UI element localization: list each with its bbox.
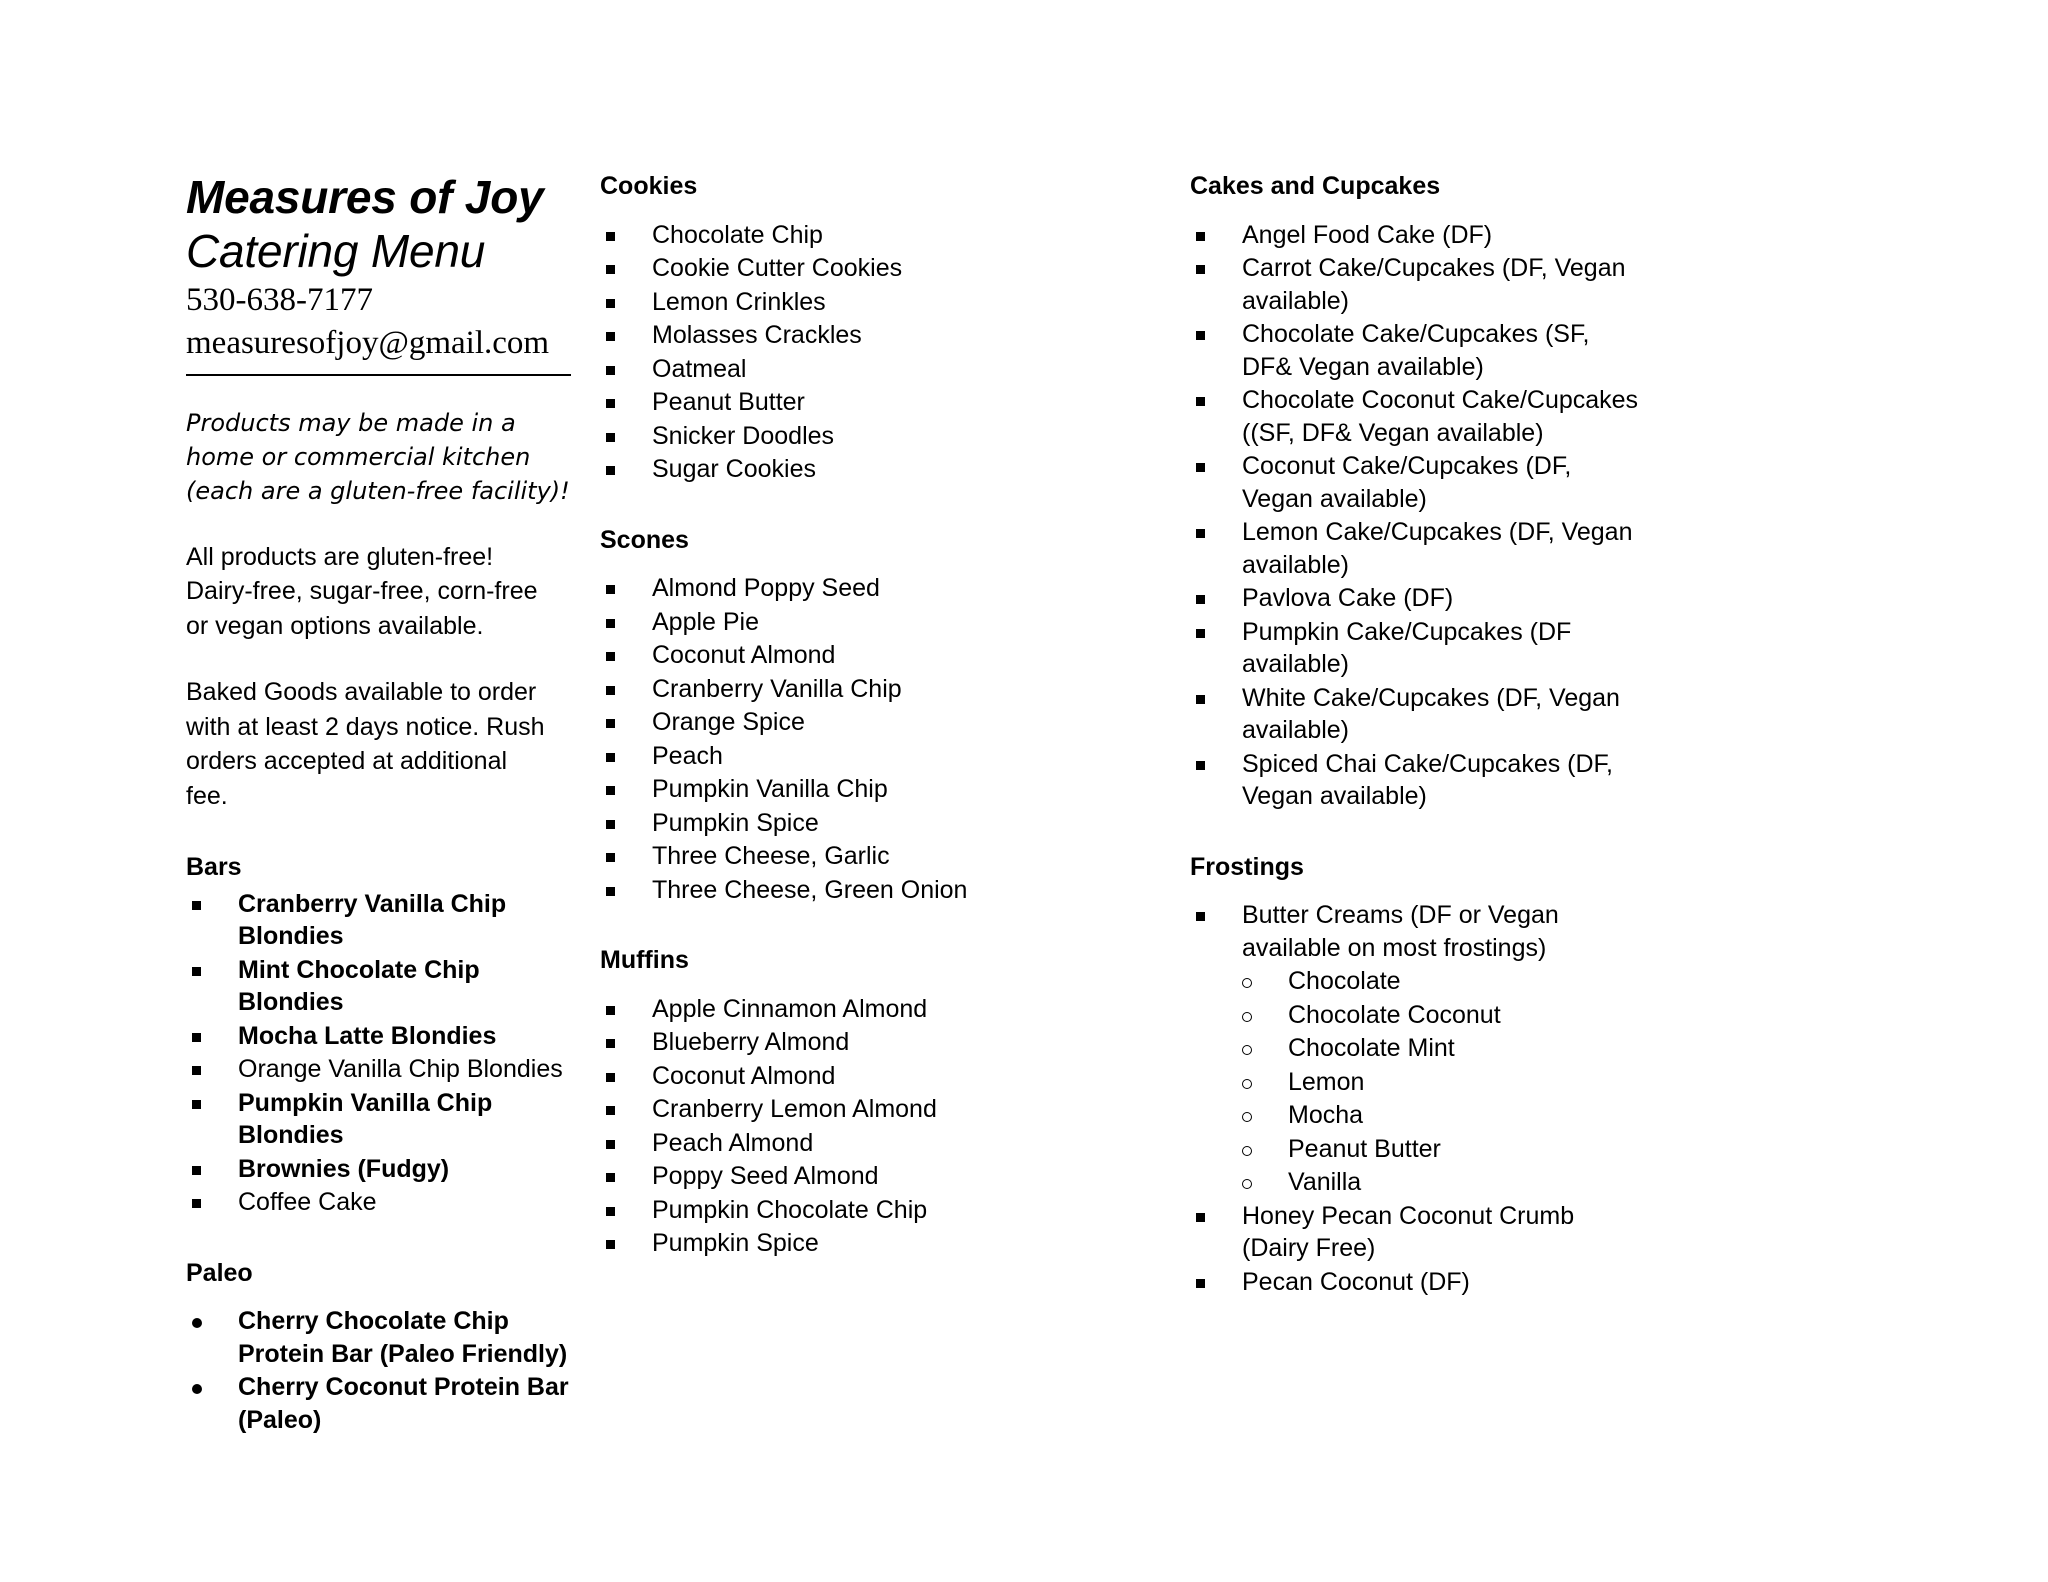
list-item [186, 1186, 580, 1219]
list-item [1236, 1166, 1688, 1199]
item-label: Lemon Cake/Cupcakes (DF, Vegan available) [1242, 518, 1633, 579]
list-item [600, 639, 1032, 672]
list-item [600, 420, 1032, 453]
square-bullet-icon [192, 888, 201, 910]
square-bullet-icon [192, 1186, 201, 1208]
item-label: Carrot Cake/Cupcakes (DF, Vegan available) [1242, 254, 1626, 315]
item-label: Honey Pecan Coconut Crumb (Dairy Free) [1242, 1201, 1575, 1262]
item-label: Poppy Seed Almond [652, 1162, 879, 1190]
square-bullet-icon [606, 840, 615, 862]
square-bullet-icon [606, 773, 615, 795]
section-heading-muffins: Muffins [600, 946, 689, 974]
square-bullet-icon [606, 319, 615, 341]
item-label: Coconut Almond [652, 1061, 836, 1090]
item-label: Blueberry Almond [652, 1028, 850, 1056]
list-item [1236, 1133, 1688, 1166]
column-left [0, 170, 600, 1437]
bars-list [186, 888, 580, 1219]
item-label: Pumpkin Vanilla Chip Blondies [238, 1088, 493, 1150]
item-label: Pumpkin Spice [652, 1229, 819, 1257]
item-label: Peach Almond [652, 1128, 814, 1157]
list-item [600, 1127, 1032, 1160]
circle-bullet-icon [1242, 1166, 1252, 1189]
item-label: Spiced Chai Cake/Cupcakes (DF, Vegan available) [1242, 749, 1613, 810]
item-label: Pumpkin Vanilla Chip [652, 775, 888, 803]
list-item [600, 706, 1032, 739]
list-item [186, 1020, 580, 1053]
item-label: Chocolate Coconut Cake/Cupcakes ((SF, DF& Vegan available) [1242, 386, 1639, 447]
list-item [600, 1227, 1032, 1260]
square-bullet-icon [1196, 384, 1205, 406]
item-label: Pumpkin Cake/Cupcakes (DF available) [1242, 617, 1572, 678]
square-bullet-icon [606, 1127, 615, 1149]
square-bullet-icon [606, 1227, 615, 1249]
item-label: Vanilla [1288, 1168, 1362, 1196]
list-item [1190, 450, 1642, 515]
square-bullet-icon [606, 740, 615, 762]
item-label: Lemon Crinkles [652, 287, 826, 316]
masthead [186, 170, 580, 376]
list-item [1190, 384, 1642, 449]
item-label: Brownies (Fudgy) [238, 1154, 450, 1183]
list-item [1190, 616, 1642, 681]
item-label: Pavlova Cake (DF) [1242, 584, 1454, 612]
kitchen-disclaimer: Products may be made in a home or commercial kitchen (each are a gluten-free facility)! [186, 408, 570, 505]
list-item [600, 874, 1032, 907]
item-label: Pumpkin Spice [652, 808, 819, 837]
square-bullet-icon [606, 706, 615, 728]
circle-bullet-icon [1242, 1066, 1252, 1089]
item-label: Mocha [1288, 1101, 1364, 1129]
square-bullet-icon [606, 1194, 615, 1216]
cakes-list [1190, 219, 1810, 813]
list-item [1236, 1066, 1688, 1099]
section-heading-paleo: Paleo [186, 1258, 253, 1287]
list-item [600, 740, 1032, 773]
item-label: Lemon [1288, 1067, 1365, 1096]
butter-cream-flavors-list [1190, 965, 1810, 1199]
list-item [186, 888, 580, 953]
item-label: Cranberry Vanilla Chip Blondies [238, 889, 507, 951]
list-item [600, 1093, 1032, 1126]
column-middle [600, 170, 1190, 1261]
square-bullet-icon [606, 453, 615, 475]
list-item [600, 673, 1032, 706]
list-item [600, 773, 1032, 806]
square-bullet-icon [606, 993, 615, 1015]
square-bullet-icon [1196, 1200, 1205, 1222]
square-bullet-icon [1196, 516, 1205, 538]
item-label: Snicker Doodles [652, 421, 835, 450]
item-label: White Cake/Cupcakes (DF, Vegan available) [1242, 683, 1620, 744]
item-label: Apple Pie [652, 607, 760, 636]
list-item [1190, 1266, 1642, 1299]
square-bullet-icon [606, 807, 615, 829]
list-item [600, 252, 1032, 285]
section-heading-frostings: Frostings [1190, 852, 1304, 881]
phone-number: 530-638-7177 [186, 281, 373, 318]
list-item [1190, 1200, 1642, 1265]
list-item [1190, 748, 1642, 813]
section-heading-cakes: Cakes and Cupcakes [1190, 172, 1441, 200]
list-item [1190, 318, 1642, 383]
item-label: Cookie Cutter Cookies [652, 254, 903, 282]
business-name: Measures of Joy [186, 171, 544, 223]
list-item [1236, 965, 1688, 998]
item-label: Mint Chocolate Chip Blondies [238, 955, 480, 1017]
item-label: Peanut Butter [1288, 1134, 1441, 1163]
circle-bullet-icon [1242, 1032, 1252, 1055]
square-bullet-icon [606, 1060, 615, 1082]
list-item [1190, 582, 1642, 615]
item-label: Sugar Cookies [652, 455, 816, 483]
list-item [600, 1060, 1032, 1093]
item-label: Coffee Cake [238, 1188, 377, 1217]
list-item [600, 807, 1032, 840]
square-bullet-icon [1196, 252, 1205, 274]
item-label: Cherry Coconut Protein Bar (Paleo) [238, 1373, 569, 1434]
scones-list [600, 572, 1180, 906]
item-label: Orange Spice [652, 708, 805, 736]
list-item [186, 1053, 580, 1086]
item-label: Three Cheese, Green Onion [652, 875, 968, 904]
list-item [600, 386, 1032, 419]
list-item [600, 319, 1032, 352]
square-bullet-icon [192, 1153, 201, 1175]
square-bullet-icon [606, 420, 615, 442]
round-bullet-icon [192, 1305, 202, 1328]
square-bullet-icon [606, 639, 615, 661]
list-item [600, 286, 1032, 319]
square-bullet-icon [1196, 616, 1205, 638]
ordering-note: Baked Goods available to order with at least 2 days notice. Rush orders accepted at additional fee. [186, 678, 545, 810]
list-item [186, 1305, 580, 1370]
circle-bullet-icon [1242, 1099, 1252, 1122]
list-item [1190, 682, 1642, 747]
section-heading-scones: Scones [600, 525, 689, 554]
list-item [600, 993, 1032, 1026]
item-label: Chocolate [1288, 967, 1401, 995]
item-label: Coconut Almond [652, 641, 836, 669]
section-heading-bars: Bars [186, 853, 242, 882]
square-bullet-icon [606, 606, 615, 628]
menu-columns [0, 170, 2048, 1437]
list-item [186, 954, 580, 1019]
list-item [600, 1160, 1032, 1193]
square-bullet-icon [192, 1087, 201, 1109]
list-item [600, 1194, 1032, 1227]
item-label: Orange Vanilla Chip Blondies [238, 1055, 563, 1084]
item-label: Pumpkin Chocolate Chip [652, 1195, 928, 1224]
list-item [1190, 899, 1642, 964]
square-bullet-icon [606, 1093, 615, 1115]
square-bullet-icon [1196, 1266, 1205, 1288]
section-heading-cookies: Cookies [600, 172, 698, 200]
muffins-list [600, 993, 1180, 1260]
menu-subtitle: Catering Menu [186, 225, 486, 278]
item-label: Molasses Crackles [652, 321, 862, 349]
item-label: Three Cheese, Garlic [652, 842, 890, 870]
list-item [600, 606, 1032, 639]
allergen-note: All products are gluten-free! Dairy-free, sugar-free, corn-free or vegan options available. [186, 542, 538, 640]
list-item [1190, 219, 1642, 252]
item-label: Cherry Chocolate Chip Protein Bar (Paleo Friendly) [238, 1307, 568, 1368]
item-label: Peach [652, 741, 723, 770]
square-bullet-icon [606, 874, 615, 896]
square-bullet-icon [606, 353, 615, 375]
square-bullet-icon [1196, 318, 1205, 340]
list-item [186, 1087, 580, 1152]
item-label: Chocolate Cake/Cupcakes (SF, DF& Vegan available) [1242, 320, 1590, 381]
square-bullet-icon [192, 954, 201, 976]
frostings-list [1190, 899, 1810, 1298]
square-bullet-icon [1196, 682, 1205, 704]
list-item [600, 453, 1032, 486]
list-item [1190, 516, 1642, 581]
item-label: Chocolate Chip [652, 220, 823, 249]
list-item [600, 219, 1032, 252]
item-label: Mocha Latte Blondies [238, 1021, 497, 1050]
square-bullet-icon [606, 572, 615, 594]
item-label: Coconut Cake/Cupcakes (DF, Vegan available) [1242, 452, 1572, 513]
item-label: Pecan Coconut (DF) [1242, 1267, 1470, 1296]
list-item [1236, 999, 1688, 1032]
square-bullet-icon [606, 386, 615, 408]
list-item [600, 840, 1032, 873]
list-item [186, 1371, 580, 1436]
list-item [600, 353, 1032, 386]
list-item [1236, 1032, 1688, 1065]
email-address: measuresofjoy@gmail.com [186, 325, 550, 362]
paleo-list [186, 1305, 580, 1436]
square-bullet-icon [606, 219, 615, 241]
item-label: Peanut Butter [652, 388, 805, 416]
masthead-divider [186, 374, 571, 376]
square-bullet-icon [606, 1026, 615, 1048]
list-item [600, 572, 1032, 605]
item-label: Butter Creams (DF or Vegan available on most frostings) [1242, 901, 1559, 962]
square-bullet-icon [1196, 582, 1205, 604]
square-bullet-icon [1196, 899, 1205, 921]
column-right [1190, 170, 1830, 1299]
square-bullet-icon [606, 673, 615, 695]
item-label: Cranberry Vanilla Chip [652, 674, 902, 703]
list-item [1236, 1099, 1688, 1132]
square-bullet-icon [606, 286, 615, 308]
square-bullet-icon [1196, 748, 1205, 770]
item-label: Cranberry Lemon Almond [652, 1095, 937, 1123]
cookies-list [600, 219, 1180, 486]
circle-bullet-icon [1242, 1133, 1252, 1156]
item-label: Oatmeal [652, 354, 747, 383]
list-item [1190, 252, 1642, 317]
item-label: Almond Poppy Seed [652, 574, 880, 602]
square-bullet-icon [192, 1053, 201, 1075]
square-bullet-icon [606, 1160, 615, 1182]
item-label: Chocolate Coconut [1288, 1000, 1501, 1029]
square-bullet-icon [1196, 450, 1205, 472]
list-item [600, 1026, 1032, 1059]
item-label: Angel Food Cake (DF) [1242, 220, 1493, 249]
square-bullet-icon [1196, 219, 1205, 241]
circle-bullet-icon [1242, 965, 1252, 988]
square-bullet-icon [192, 1020, 201, 1042]
item-label: Apple Cinnamon Almond [652, 994, 928, 1023]
square-bullet-icon [606, 252, 615, 274]
list-item [186, 1153, 580, 1186]
circle-bullet-icon [1242, 999, 1252, 1022]
item-label: Chocolate Mint [1288, 1034, 1455, 1062]
round-bullet-icon [192, 1371, 202, 1394]
